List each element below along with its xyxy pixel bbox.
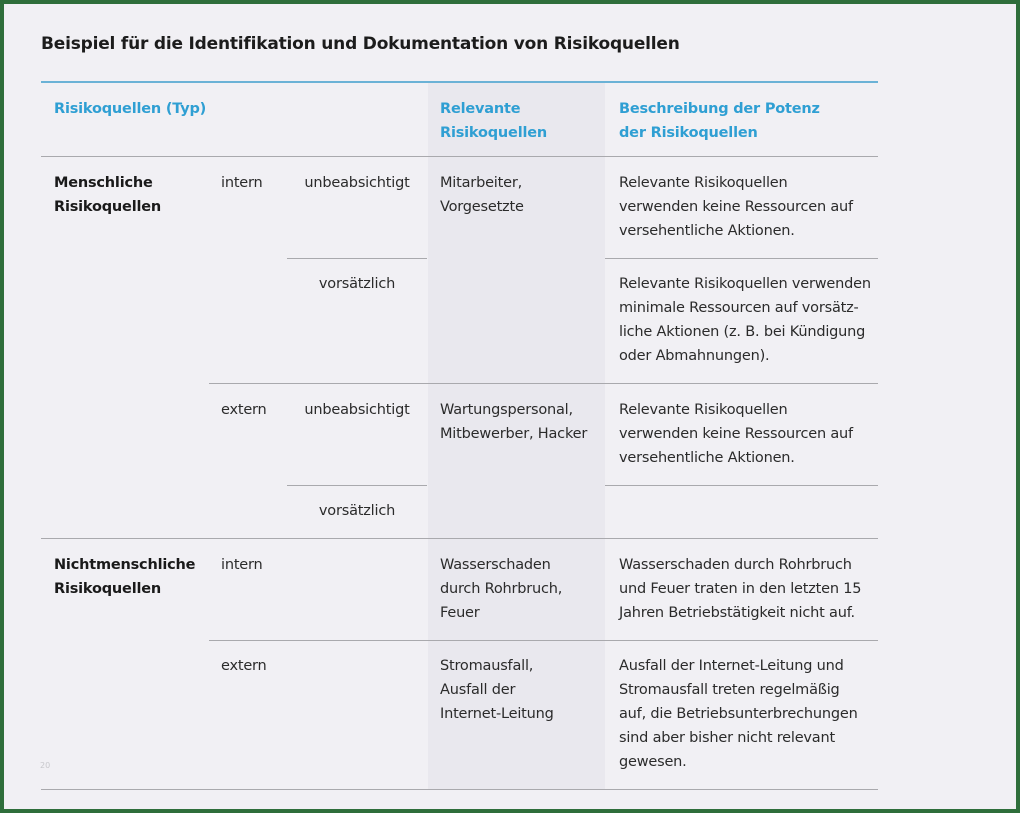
description-line: liche Aktionen (z. B. bei Kündigung — [619, 324, 866, 340]
page-title: Beispiel für die Identifikation und Dokumentation von Risikoquellen — [41, 34, 680, 54]
sources-line: Feuer — [440, 605, 480, 621]
description-line: Ausfall der Internet-Leitung und — [619, 658, 844, 674]
sources-cell — [440, 398, 587, 446]
sources-line: Mitbewerber, Hacker — [440, 426, 588, 442]
header-typ-label: Risikoquellen (Typ) — [54, 101, 207, 117]
header-typ — [54, 97, 206, 121]
description-line: oder Abmahnungen). — [619, 348, 770, 364]
sources-line: Ausfall der — [440, 682, 516, 698]
description-line: Jahren Betriebstätigkeit nicht auf. — [619, 605, 855, 621]
intent-vorsaetzlich: vorsätzlich — [318, 503, 396, 519]
description-cell — [619, 398, 853, 470]
description-cell — [619, 272, 871, 368]
header-relevante-line1: Relevante — [440, 101, 521, 117]
sources-line: Vorgesetzte — [440, 199, 524, 215]
row-divider — [209, 640, 878, 641]
description-line: und Feuer traten in den letzten 15 — [619, 581, 862, 597]
sources-line: Stromausfall, — [440, 658, 534, 674]
header-relevante-line2: Risikoquellen — [440, 125, 547, 141]
header-beschreibung-line1: Beschreibung der Potenz — [619, 101, 820, 117]
description-line: Relevante Risikoquellen verwenden — [619, 276, 871, 292]
header-bottom-rule — [41, 156, 878, 157]
scope-intern: intern — [221, 175, 263, 191]
row-divider — [605, 258, 878, 259]
scope-extern: extern — [221, 658, 267, 674]
row-divider — [209, 383, 878, 384]
description-cell — [619, 654, 858, 774]
description-line: Stromausfall treten regelmäßig — [619, 682, 840, 698]
row-divider — [287, 258, 427, 259]
sources-cell — [440, 171, 524, 219]
sources-line: Wasserschaden — [440, 557, 551, 573]
sources-line: Mitarbeiter, — [440, 175, 523, 191]
sources-line: durch Rohrbruch, — [440, 581, 563, 597]
group-label-line1: Menschliche — [54, 175, 153, 191]
header-relevante — [440, 97, 547, 145]
table-top-rule — [41, 81, 878, 83]
row-divider — [605, 485, 878, 486]
header-beschreibung-line2: der Risikoquellen — [619, 125, 758, 141]
description-line: verwenden keine Ressourcen auf — [619, 426, 853, 442]
group-label-line1: Nichtmenschliche — [54, 557, 196, 573]
description-line: gewesen. — [619, 754, 687, 770]
description-line: auf, die Betriebsunterbrechungen — [619, 706, 858, 722]
description-cell — [619, 553, 861, 625]
group-divider — [41, 538, 878, 539]
group-label-human — [54, 171, 161, 219]
description-line: verwenden keine Ressourcen auf — [619, 199, 853, 215]
document-page — [4, 4, 1016, 809]
scope-extern: extern — [221, 402, 267, 418]
description-cell — [619, 171, 853, 243]
table-bottom-rule — [41, 789, 878, 790]
intent-vorsaetzlich: vorsätzlich — [318, 276, 396, 292]
sources-line: Wartungspersonal, — [440, 402, 573, 418]
sources-cell — [440, 654, 554, 726]
description-line: Wasserschaden durch Rohrbruch — [619, 557, 852, 573]
description-line: Relevante Risikoquellen — [619, 175, 788, 191]
description-line: sind aber bisher nicht relevant — [619, 730, 835, 746]
sources-cell — [440, 553, 562, 625]
page-number: 20 — [40, 761, 51, 770]
description-line: minimale Ressourcen auf vorsätz- — [619, 300, 859, 316]
header-beschreibung — [619, 97, 820, 145]
description-line: versehentliche Aktionen. — [619, 223, 795, 239]
group-label-line2: Risikoquellen — [54, 581, 161, 597]
description-line: versehentliche Aktionen. — [619, 450, 795, 466]
intent-unbeabsichtigt: unbeabsichtigt — [304, 402, 410, 418]
description-line: Relevante Risikoquellen — [619, 402, 788, 418]
intent-unbeabsichtigt: unbeabsichtigt — [304, 175, 410, 191]
group-label-nonhuman — [54, 553, 195, 601]
sources-line: Internet-Leitung — [440, 706, 554, 722]
scope-intern: intern — [221, 557, 263, 573]
group-label-line2: Risikoquellen — [54, 199, 161, 215]
row-divider — [287, 485, 427, 486]
